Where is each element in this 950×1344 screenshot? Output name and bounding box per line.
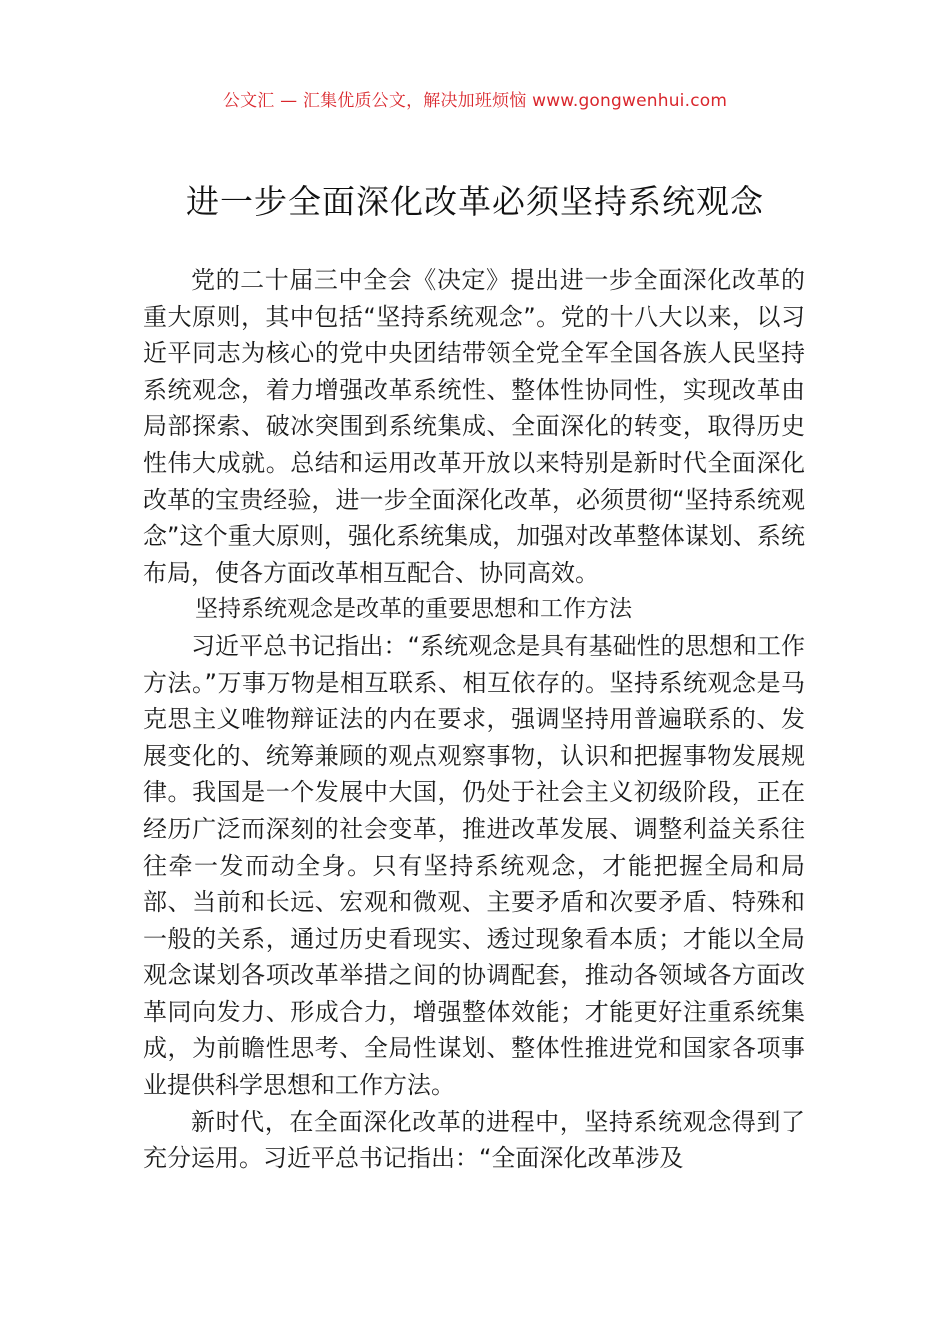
header-watermark: 公文汇 — 汇集优质公文，解决加班烦恼 www.gongwenhui.com xyxy=(222,91,728,111)
document-body xyxy=(143,262,805,1177)
paragraph-2: 习近平总书记指出：“系统观念是具有基础性的思想和工作方法。”万事万物是相互联系、相互依存的。坚持系统观念是马克思主义唯物辩证法的内在要求，强调坚持用普遍联系的、发展变化的、统筹兼顾的观点观察事物，认识和把握事物发展规律。我国是一个发展中大国，仍处于社会主义初级阶段，正在经历广泛而深刻的社会变革，推进改革发展、调整利益关系往往牵一发而动全身。只有坚持系统观念，才能把握全局和局部、当前和长远、宏观和微观、主要矛盾和次要矛盾、特殊和一般的关系，通过历史看现实、透过现象看本质；才能以全局观念谋划各项改革举措之间的协调配套，推动各领域各方面改革同向发力、形成合力，增强整体效能；才能更好注重系统集成，为前瞻性思考、全局性谋划、整体性推进党和国家各项事业提供科学思想和工作方法。 xyxy=(143,631,805,1100)
paragraph-1: 党的二十届三中全会《决定》提出进一步全面深化改革的重大原则，其中包括“坚持系统观念”。党的十八大以来，以习近平同志为核心的党中央团结带领全党全军全国各族人民坚持系统观念，着力增强改革系统性、整体性协同性，实现改革由局部探索、破冰突围到系统集成、全面深化的转变，取得历史性伟大成就。总结和运用改革开放以来特别是新时代全面深化改革的宝贵经验，进一步全面深化改革，必须贯彻“坚持系统观念”这个重大原则，强化系统集成，加强对改革整体谋划、系统布局，使各方面改革相互配合、协同高效。 xyxy=(143,266,805,587)
section-heading: 坚持系统观念是改革的重要思想和工作方法 xyxy=(195,596,632,623)
paragraph-3: 新时代，在全面深化改革的进程中，坚持系统观念得到了充分运用。习近平总书记指出：“全面深化改革涉及 xyxy=(143,1107,805,1173)
page-title: 进一步全面深化改革必须坚持系统观念 xyxy=(186,182,764,221)
